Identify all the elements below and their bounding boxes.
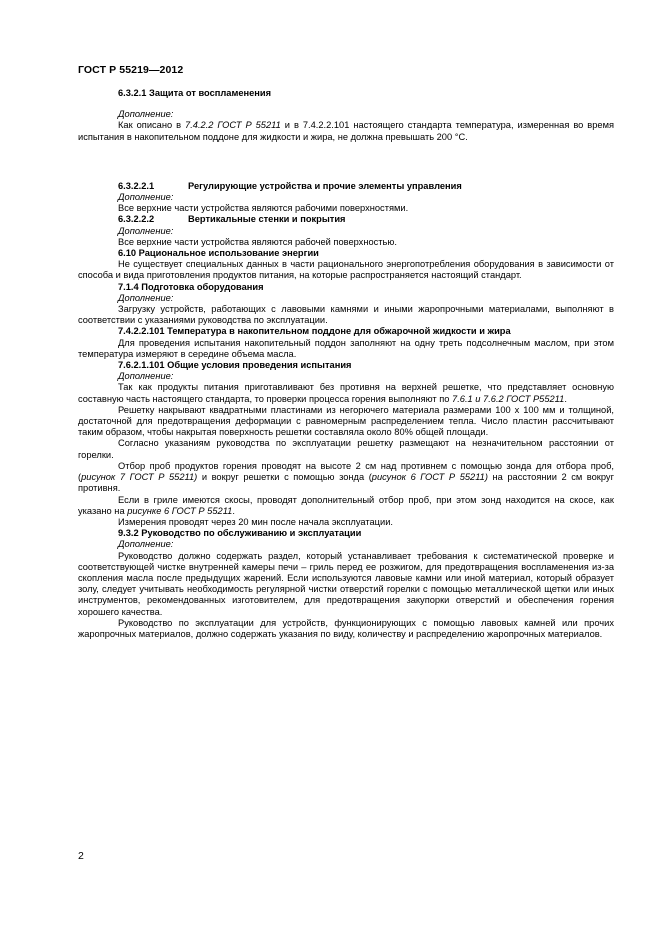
paragraph: Решетку накрывают квадратными пластинами из негорючего материала размерами 100 х 100 мм и толщиной, достаточной для предотвращения деформации с равномерным распределением тепла. Число пластин рассчитывают таким образом, чтобы накрытая поверхность решетки составляла около 80% общей площади. xyxy=(78,404,614,438)
addition-label: Дополнение: xyxy=(118,292,174,303)
section-heading: 6.10 Рациональное использование энергии xyxy=(118,248,319,259)
paragraph: Как описано в 7.4.2.2 ГОСТ Р 55211 и в 7.4.2.2.101 настоящего стандарта температура, измеренная во время испытания в накопительном поддоне для жидкости и жира, не должна превышать 200 °С. xyxy=(78,120,615,142)
paragraph: Отбор проб продуктов горения проводят на высоте 2 см над противнем с помощью зонда для отбора проб, (рисунок 7 ГОСТ Р 55211) и вокруг решетки с помощью зонда (рисунок 6 ГОСТ Р 55211) на расстоянии 2 см вокруг противня. xyxy=(78,460,614,494)
paragraph: Не существует специальных данных в части рационального энергопотребления оборудования в зависимости от способа и вида приготовления продуктов питания, на которые распространяется настоящий стандарт. xyxy=(78,259,614,281)
addition-label: Дополнение: xyxy=(118,371,174,382)
paragraph: Руководство по эксплуатации для устройств, функционирующих с помощью лавовых камней или прочих жаропрочных материалов, должно содержать указания по виду, количеству и распределению жаропрочных материалов. xyxy=(78,617,614,639)
paragraph: Согласно указаниям руководства по эксплуатации решетку размещают на незначительном расстоянии от горелки. xyxy=(78,438,614,460)
paragraph: Все верхние части устройства являются рабочей поверхностью. xyxy=(118,236,397,247)
addition-label: Дополнение: xyxy=(118,225,174,236)
section-heading: 6.3.2.1 Защита от воспламенения xyxy=(118,88,272,98)
paragraph: Загрузку устройств, работающих с лавовыми камнями и иными жаропрочными материалами, выполняют в соответствии с указаниями руководства по эксплуатации. xyxy=(78,304,614,326)
paragraph: Измерения проводят через 20 мин после начала эксплуатации. xyxy=(118,516,393,527)
section-heading: 7.1.4 Подготовка оборудования xyxy=(118,281,264,292)
paragraph: Для проведения испытания накопительный поддон заполняют на одну треть подсолнечным маслом, при этом температура измеряют в середине объема масла. xyxy=(78,337,614,359)
addition-label: Дополнение: xyxy=(118,109,174,120)
addition-label: Дополнение: xyxy=(118,539,174,550)
section-heading: 7.4.2.2.101 Температура в накопительном поддоне для обжарочной жидкости и жира xyxy=(118,326,511,337)
paragraph: Если в гриле имеются скосы, проводят дополнительный отбор проб, при этом зонд находится на скосе, как указано на рисунке 6 ГОСТ Р 55211. xyxy=(78,494,614,516)
section-heading: 9.3.2 Руководство по обслуживанию и эксплуатации xyxy=(118,528,362,539)
section-heading: 6.3.2.2.2 Вертикальные стенки и покрытия xyxy=(118,214,346,225)
paragraph: Руководство должно содержать раздел, который устанавливает требования к систематической проверке и соответствующей чистке внутренней камеры печи – гриль перед ее розжигом, для предотвращения воспламенения из-за скопления масла после предыдущих жарений. Если используются лавовые камни или иной материал, который образует золу, следует учитывать необходимость регулярной чистки отверстий горелки с помощью металлической щетки или иных инструментов, рекомендованных изготовителем, для предотвращения закупорки отверстий и обеспечения горения хорошего качества. xyxy=(78,550,614,617)
addition-label: Дополнение: xyxy=(118,192,174,203)
document-code-header: ГОСТ Р 55219—2012 xyxy=(78,64,184,76)
section-heading: 6.3.2.2.1 Регулирующие устройства и прочие элементы управления xyxy=(118,180,462,191)
paragraph: Так как продукты питания приготавливают без противня на верхней решетке, что представляет основную составную часть настоящего стандарта, то проверки процесса горения выполняют по 7.6.1 и 7.6.2 ГОСТ Р55211. xyxy=(78,382,614,404)
paragraph: Все верхние части устройства являются рабочими поверхностями. xyxy=(118,203,409,214)
section-heading: 7.6.2.1.101 Общие условия проведения испытания xyxy=(118,360,352,371)
document-body xyxy=(78,88,614,640)
page-number: 2 xyxy=(78,850,84,862)
